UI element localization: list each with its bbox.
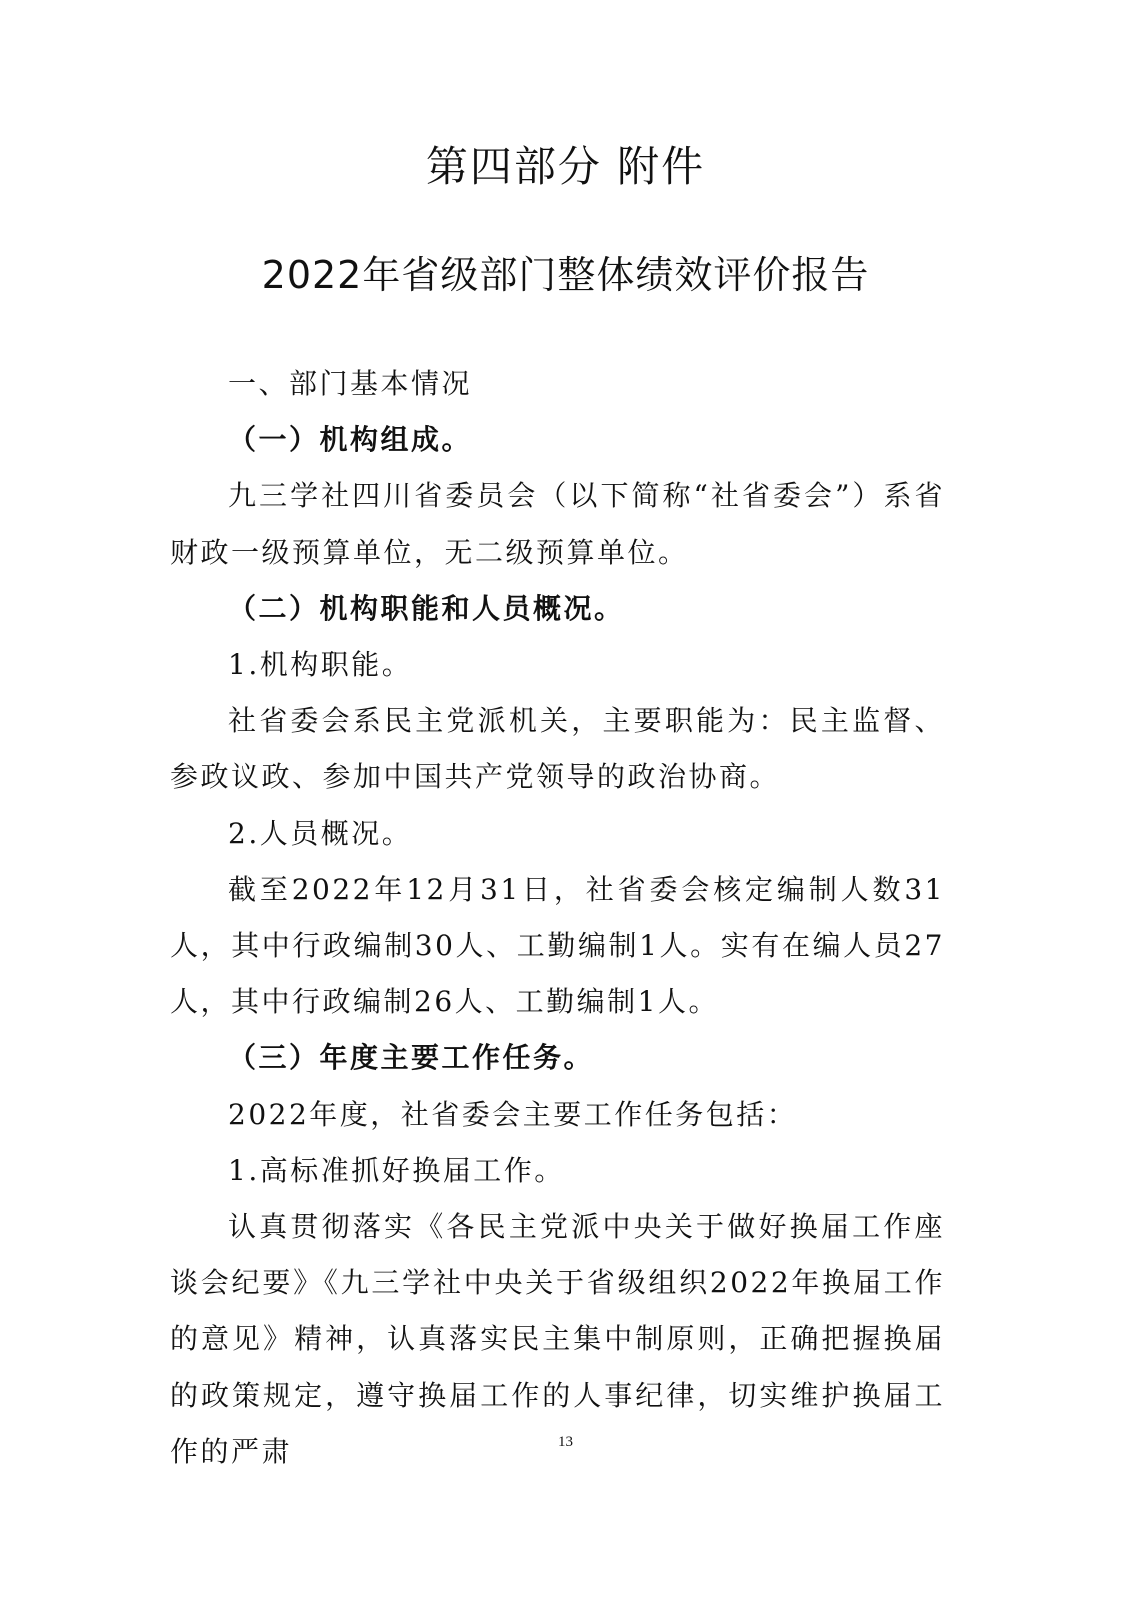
paragraph-functions: 社省委会系民主党派机关，主要职能为：民主监督、参政议政、参加中国共产党领导的政治协商。: [170, 704, 945, 794]
page-number: 13: [558, 1434, 573, 1450]
paragraph-staff: 截至2022年12月31日，社省委会核定编制人数31人，其中行政编制30人、工勤编制1人。实有在编人员27人，其中行政编制26人、工勤编制1人。: [170, 872, 945, 1019]
item-heading-election: 1.高标准抓好换届工作。: [228, 1153, 565, 1187]
subsection-heading-functions-staff: （二）机构职能和人员概况。: [228, 591, 625, 625]
paragraph-organization: 九三学社四川省委员会（以下简称“社省委会”）系省财政一级预算单位，无二级预算单位。: [170, 479, 945, 569]
item-heading-functions: 1.机构职能。: [228, 648, 413, 682]
paragraph-election: 认真贯彻落实《各民主党派中央关于做好换届工作座谈会纪要》《九三学社中央关于省级组织2022年换届工作的意见》精神，认真落实民主集中制原则，正确把握换届的政策规定，遵守换届工作的人事纪律，切实维护换届工作的严肃: [170, 1210, 945, 1468]
paragraph-annual-tasks-intro: 2022年度，社省委会主要工作任务包括：: [228, 1097, 798, 1131]
subsection-heading-annual-tasks: （三）年度主要工作任务。: [228, 1041, 595, 1075]
item-heading-staff: 2.人员概况。: [228, 816, 413, 850]
report-title: 2022年省级部门整体绩效评价报告: [261, 253, 870, 297]
part-title: 第四部分 附件: [425, 142, 706, 191]
subsection-heading-organization: （一）机构组成。: [228, 423, 473, 457]
section-heading-basic-info: 一、部门基本情况: [228, 367, 473, 400]
report-body: [170, 356, 945, 1480]
